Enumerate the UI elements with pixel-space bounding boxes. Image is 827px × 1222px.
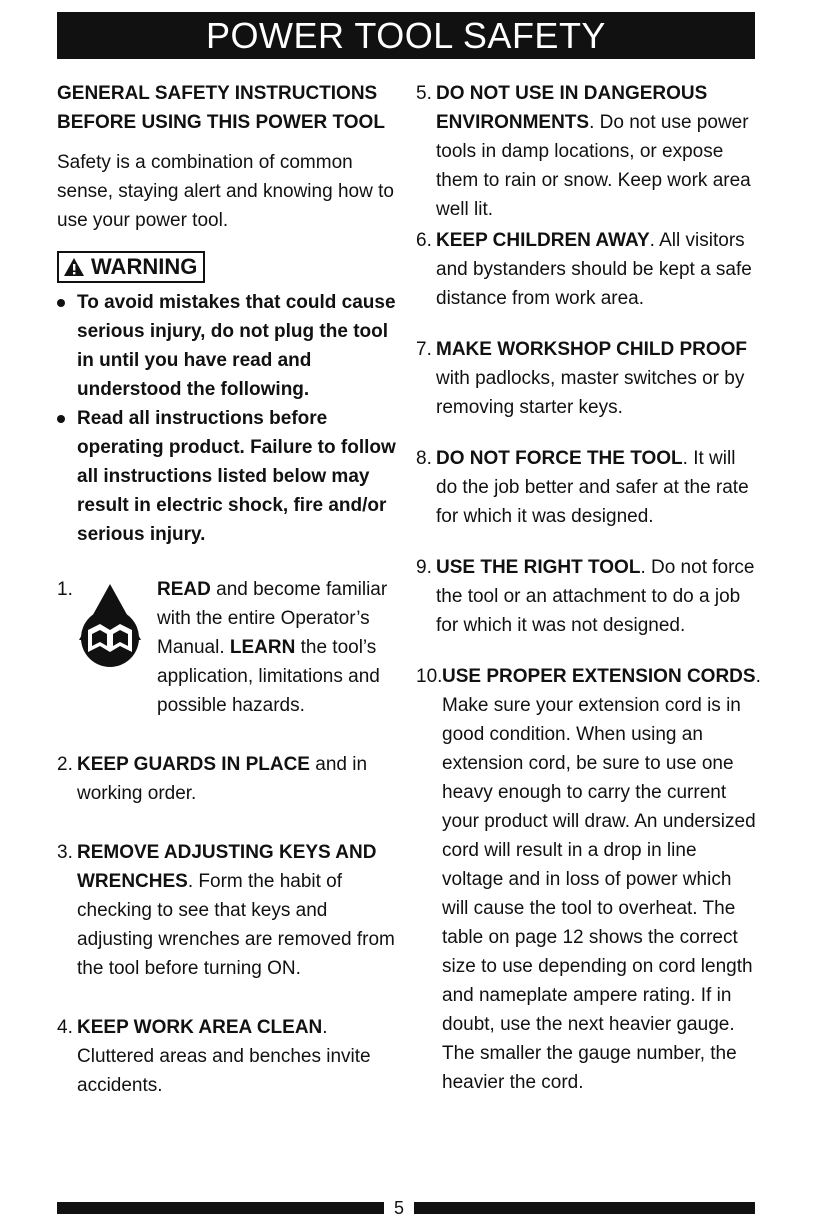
- item-bold-label: MAKE WORKSHOP CHILD PROOF: [436, 339, 748, 360]
- section-heading: [57, 79, 397, 137]
- item-text: . Make sure your extension cord is in good condition. When using an extension cord, be sure to use one heavy enough to carry the current your product will draw. An undersized cord will result in a drop in line voltage and in loss of power which will cause the tool to overheat. The table on page 12 shows the correct size to use depending on cord length and nameplate ampere rating. If in doubt, use the next heavier gauge. The smaller the gauge number, the heavier the cord.: [442, 666, 761, 1093]
- heading-line-1: GENERAL SAFETY INSTRUCTIONS: [57, 83, 378, 104]
- read-manual-icon: [78, 582, 142, 668]
- item-body: [416, 553, 761, 640]
- item-bold-label: LEARN: [229, 637, 296, 658]
- item-body: [416, 335, 761, 422]
- item-bold-label: USE PROPER EXTENSION CORDS: [442, 666, 756, 687]
- warning-bullet-text: To avoid mistakes that could cause serious injury, do not plug the tool in until you have read and understood the following.: [77, 292, 396, 400]
- item-number: 2.: [57, 754, 73, 775]
- item-body: [57, 1013, 397, 1100]
- item-text: . Do not use power tools in damp locations, or expose them to rain or snow. Keep work area well lit.: [436, 112, 751, 220]
- item-number: 10.: [416, 666, 443, 687]
- item-body: [416, 226, 761, 313]
- instruction-item-9: [416, 553, 761, 640]
- item-text: and in working order.: [77, 754, 368, 804]
- item-bold-label: REMOVE ADJUSTING KEYS AND WRENCHES: [77, 842, 377, 892]
- right-column: [416, 79, 761, 1097]
- instruction-item-3: [57, 838, 397, 983]
- item-bold-label: KEEP CHILDREN AWAY: [436, 230, 650, 251]
- warning-label-box: [57, 251, 205, 283]
- instruction-item-4: [57, 1013, 397, 1100]
- item-bold-label: USE THE RIGHT TOOL: [436, 557, 641, 578]
- item-number: 5.: [416, 83, 432, 104]
- item-text: . Form the habit of checking to see that keys and adjusting wrenches are removed from the tool before turning ON.: [77, 871, 395, 979]
- item-body: [416, 662, 761, 1097]
- item-text: . It will do the job better and safer at the rate for which it was designed.: [436, 448, 749, 527]
- instruction-item-1: [57, 575, 397, 720]
- item-number: 6.: [416, 230, 432, 251]
- instruction-item-10: [416, 662, 761, 1097]
- instruction-item-2: [57, 750, 397, 808]
- item-body: [57, 750, 397, 808]
- heading-line-2: BEFORE USING THIS POWER TOOL: [57, 112, 385, 133]
- page-title: POWER TOOL SAFETY: [57, 12, 755, 59]
- footer-rule-left: [57, 1202, 384, 1214]
- item-text: and become familiar with the entire Operator’s Manual.: [157, 579, 388, 658]
- warning-bullet: [57, 404, 397, 549]
- item-text: the tool’s application, limitations and possible hazards.: [157, 637, 380, 716]
- page-number: 5: [393, 1198, 404, 1218]
- instruction-item-7: [416, 335, 761, 422]
- item-bold-label: KEEP GUARDS IN PLACE: [77, 754, 310, 775]
- item-bold-label: DO NOT FORCE THE TOOL: [436, 448, 683, 469]
- item-number: 7.: [416, 339, 432, 360]
- item-bold-label: DO NOT USE IN DANGEROUS ENVIRONMENTS: [436, 83, 708, 133]
- warning-triangle-icon: [63, 257, 85, 277]
- item-number: 8.: [416, 448, 432, 469]
- instruction-item-5: [416, 79, 761, 224]
- warning-bullet: [57, 288, 397, 404]
- item-text: with padlocks, master switches or by removing starter keys.: [436, 368, 745, 418]
- instruction-item-6: [416, 226, 761, 313]
- item-text: . Do not force the tool or an attachment to do a job for which it was not designed.: [436, 557, 755, 636]
- item-body: [57, 838, 397, 983]
- item-bold-label: KEEP WORK AREA CLEAN: [77, 1017, 323, 1038]
- instruction-item-8: [416, 444, 761, 531]
- intro-paragraph: Safety is a combination of common sense, staying alert and knowing how to use your power tool.: [57, 152, 394, 231]
- warning-bullet-list: [57, 288, 397, 549]
- bullet-dot: [57, 299, 65, 307]
- item-text: . Cluttered areas and benches invite accidents.: [77, 1017, 371, 1096]
- warning-label: WARNING: [91, 254, 198, 279]
- item-text: . All visitors and bystanders should be kept a safe distance from work area.: [436, 230, 752, 309]
- warning-bullet-text: Read all instructions before operating product. Failure to follow all instructions listed below may result in electric shock, fire and/or serious injury.: [77, 408, 396, 545]
- bullet-dot: [57, 415, 65, 423]
- item-body: [416, 79, 761, 224]
- footer-rule-right: [414, 1202, 755, 1214]
- item-bold-label: READ: [157, 579, 211, 600]
- item-body: [416, 444, 761, 531]
- item-number: 4.: [57, 1017, 73, 1038]
- item-number: 9.: [416, 557, 432, 578]
- item-number: 3.: [57, 842, 73, 863]
- left-column: [57, 79, 397, 1100]
- item-number: 1.: [57, 579, 73, 600]
